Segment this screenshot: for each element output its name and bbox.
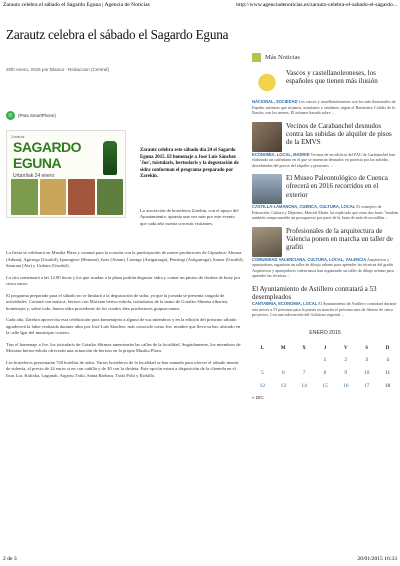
- news-tags[interactable]: COMUNIDAD VALENCIANA, CULTURA, LOCAL, VALENCIA: [252, 256, 367, 262]
- news-tags[interactable]: ECONOMIA, LOCAL, MADRID: [252, 151, 310, 157]
- news-item: [252, 227, 398, 279]
- calendar-day: 1: [323, 357, 327, 364]
- page: [4, 20, 396, 550]
- article-body: [4, 78, 244, 548]
- news-snippet-text: El consejero de Educación, Cultura y Deportes, Marcial Marín, ha explicado que estas dos fases "tendrán también comprometido un presupuesto por parte de la Junta de más de un millón ...: [252, 204, 398, 221]
- news-snippet-text: Vecinos de un edificio del PAU de Carabanchel han elaborado un calendario en el que se muestran desnudos en protesta por las subidas desorbitadas del precio del alquiler y presiones ...: [252, 151, 396, 168]
- more-news-header: [252, 50, 398, 64]
- print-header-title: Zarautz celebra el sábado el Sagardo Eguna | Agencia de Noticias: [3, 2, 150, 8]
- article-paragraph: El programa preparado para el sábado no se limitará a la degustación de sidra, ya que la jornada se presenta cargada de actividades. Contará con música, bertsos con Motxian bertso-eskola, txistularias de la mano de Goiatko Shintxa elkartea, homenajes y, sobre todo, buena sidra procedente de los citados diez productores guipuzcoanos.: [6, 292, 229, 311]
- calendar-day-header: L: [260, 346, 265, 352]
- news-snippet: [252, 152, 398, 169]
- news-title-link[interactable]: El Museo Paleontológico de Cuenca ofrecerá en 2016 recorridos en el exterior: [286, 174, 388, 199]
- news-tags[interactable]: NACIONAL, SOCIEDAD: [252, 99, 298, 104]
- calendar-day[interactable]: 14: [301, 383, 307, 390]
- news-thumbnail[interactable]: [252, 122, 282, 152]
- news-snippet: [252, 204, 398, 221]
- article-paragraph: La cita comenzará a las 12.00 horas y los que acudan a la plaza podrán degustar sidra y comer un pintxo de chuleta de buey por cinco euros.: [6, 274, 241, 287]
- article-paragraph: Cada año, Zarekin aprovecha esta celebración para homenajear a alguno de sus miembros y en la edición del próximo sábado agradecerá la labor realizada durante años por José Luis Sánchez, más conocido como Joe, nombre que lleva su bar, ubicado en la calle Igar del municipio costero.: [6, 317, 241, 336]
- news-item: [252, 69, 398, 116]
- news-snippet: [252, 257, 398, 279]
- calendar-day[interactable]: 17: [363, 383, 370, 390]
- calendar-day[interactable]: 10: [363, 370, 370, 377]
- calendar-day-header: M: [280, 346, 286, 352]
- whatsapp-icon[interactable]: ✆: [6, 111, 15, 120]
- news-thumbnail[interactable]: [252, 69, 282, 99]
- print-header-url: http://www.agenciadenoticias.es/zarautz-celebra-el-sabado-el-sagardo...: [236, 2, 397, 8]
- calendar-day: 18: [384, 383, 391, 390]
- poster-line-3: Urtarrilak 24 enero: [13, 173, 55, 179]
- share-label: (Para SmartPhone): [18, 113, 56, 118]
- calendar-day[interactable]: 16: [343, 383, 349, 390]
- news-tags[interactable]: CASTILLA-LAMANCHA, CUENCA, CULTURA, LOCAL: [252, 204, 356, 210]
- whatsapp-share[interactable]: [6, 111, 56, 120]
- print-page-number: 2 de 3: [3, 556, 17, 562]
- calendar-week: [252, 380, 398, 393]
- news-title-link[interactable]: Vascos y castellanoleoneses, los españoles que tienen más ilusión: [286, 69, 378, 86]
- calendar-empty-cell: [294, 354, 315, 367]
- calendar-day[interactable]: 5: [261, 370, 264, 377]
- news-item: [252, 285, 398, 318]
- calendar-day[interactable]: 15: [322, 383, 328, 390]
- news-title-link[interactable]: El Ayuntamiento de Astillero contratará a 53 desempleados: [252, 284, 377, 301]
- calendar-empty-cell: [252, 354, 273, 367]
- calendar-empty-cell: [273, 354, 294, 367]
- poster-line-2: EGUNA: [13, 155, 62, 171]
- news-thumbnail[interactable]: [252, 174, 282, 204]
- calendar-week: [252, 354, 398, 367]
- poster-photo-strip: [11, 179, 123, 215]
- calendar-day[interactable]: 9: [344, 370, 348, 377]
- news-list: [252, 69, 398, 318]
- calendar-week: [252, 367, 398, 380]
- calendar-day-header: X: [302, 346, 306, 352]
- news-item: [252, 174, 398, 221]
- article-paragraphs: [6, 250, 244, 384]
- calendar-day: 4: [386, 357, 389, 364]
- article-paragraph-first: La asociación de hosteleros Zarekin, con el apoyo del Ayuntamiento, apuesta una vez más por este evento que cada año cuenta con más visitantes.: [140, 208, 239, 226]
- news-title-link[interactable]: Profesionales de la arquitectura de Valencia ponen en marcha un taller de grafiti: [286, 226, 393, 252]
- calendar-day[interactable]: 2: [344, 357, 348, 364]
- square-bullet-icon: [252, 53, 261, 62]
- news-title-link[interactable]: Vecinos de Carabanchel desnudos contra las subidas de alquiler de pisos de la EMVS: [286, 121, 392, 147]
- news-snippet-text: Los vascos y castellanoleoneses son los más ilusionados de España, mientras que riojanos, asturianos y catalanes, según el Barómetro Cofidis de la Ilusión, son los menos. El informe basado sobre ...: [252, 99, 396, 116]
- news-tags[interactable]: CANTABRIA, ECONOMIA, LOCAL: [252, 301, 318, 307]
- news-thumbnail[interactable]: [252, 227, 282, 257]
- article-paragraph: Los hosteleros presentarán 720 botellas de sidra. Varios hosteleros de la localidad se han sumado para ofrecer el sábado menús de sidrería, al precio de 24 euros si en con cuñilla y de 30 con la chuleta. Este opción estará a disposición de la clientela en el Itsas Lur, Kulixka, Lagunak, Argiotu Txiki, Santa Barbara, Txiki Polit y Kirkilla.: [6, 359, 239, 378]
- news-snippet-text: El Ayuntamiento de Astillero contratará durante seis meses a 53 personas para la puesta en marcha el próximo mes de febrero de cinco proyectos. Con una subvención del Gobierno regional ...: [252, 301, 397, 318]
- print-footer: [0, 556, 400, 566]
- more-news-title: Más Noticias: [265, 53, 300, 61]
- calendar-widget: [252, 330, 398, 400]
- calendar-prev-month-link[interactable]: « DIC: [252, 394, 264, 400]
- print-timestamp: 20/01/2015 16:33: [357, 556, 397, 562]
- article-paragraph: Tras el homenaje a Joe, los txistularis de Goiatko Shintxa amenizarán las calles de la localidad. Seguidamente, los miembros de Motxian bertso-eskola ofrecerán una actuación de bertsos en la propia Musika Plaza.: [6, 341, 241, 354]
- calendar-day[interactable]: 6: [281, 370, 285, 377]
- calendar-day[interactable]: 8: [323, 370, 327, 377]
- print-header: [0, 0, 400, 12]
- news-snippet-text: Arquitectos y aparejadores organizan un taller de dibujo urbano para aprender las técnicas del grafiti Arquitectos y aparejadores valencianos han organizado un taller de dibujo urbano para aprender las técnicas ...: [252, 256, 394, 279]
- calendar-table: [252, 344, 398, 393]
- poster-line-1: SAGARDO: [13, 139, 82, 155]
- calendar-title: ENERO 2015: [309, 329, 341, 336]
- article-paragraph: La fiesta se celebrará en Musika Plaza y contará para la ocasión con la participación de nueve productores de Gipuzkoa: Aburua (Aduna), Agirrega (Usurbil), Iparragirre (Hernani), Isets (Ataun), Lizeaga (Astigarraga), Petritegi (Astigarraga), Saizar (Usurbil), Saturata (Aia) y Urdaira (Usurbil).: [6, 250, 244, 269]
- calendar-day[interactable]: 7: [302, 370, 306, 377]
- calendar-day-header: D: [385, 346, 390, 352]
- calendar-day: 3: [365, 357, 369, 364]
- calendar-day-header: V: [343, 346, 348, 352]
- poster-top-text: Zarautz: [11, 134, 25, 139]
- article-intro: Zarautz celebra este sábado día 24 el Sagardo Eguna 2015. El homenaje a José Luis Sánchez 'Joe', txistularis, bertsolaris y la degustación de sidra conforman el programa preparado por Zarekin.: [140, 148, 239, 180]
- article-title: Zarautz celebra el sábado el Sagardo Eguna: [6, 27, 229, 42]
- calendar-day[interactable]: 12: [259, 383, 266, 390]
- calendar-day-header: S: [365, 346, 369, 352]
- sidebar: [252, 50, 398, 540]
- news-snippet: [252, 99, 398, 116]
- calendar-day[interactable]: 13: [280, 383, 287, 390]
- news-snippet: [252, 301, 398, 318]
- news-item: [252, 122, 398, 169]
- article-meta: 20th enero, 2015 por Blanca - Redaccion (Central): [6, 67, 109, 72]
- calendar-day-header: J: [323, 346, 327, 352]
- cider-bottle-illustration: [103, 141, 117, 175]
- sagardo-eguna-poster: [6, 130, 126, 218]
- calendar-day: 11: [384, 370, 391, 377]
